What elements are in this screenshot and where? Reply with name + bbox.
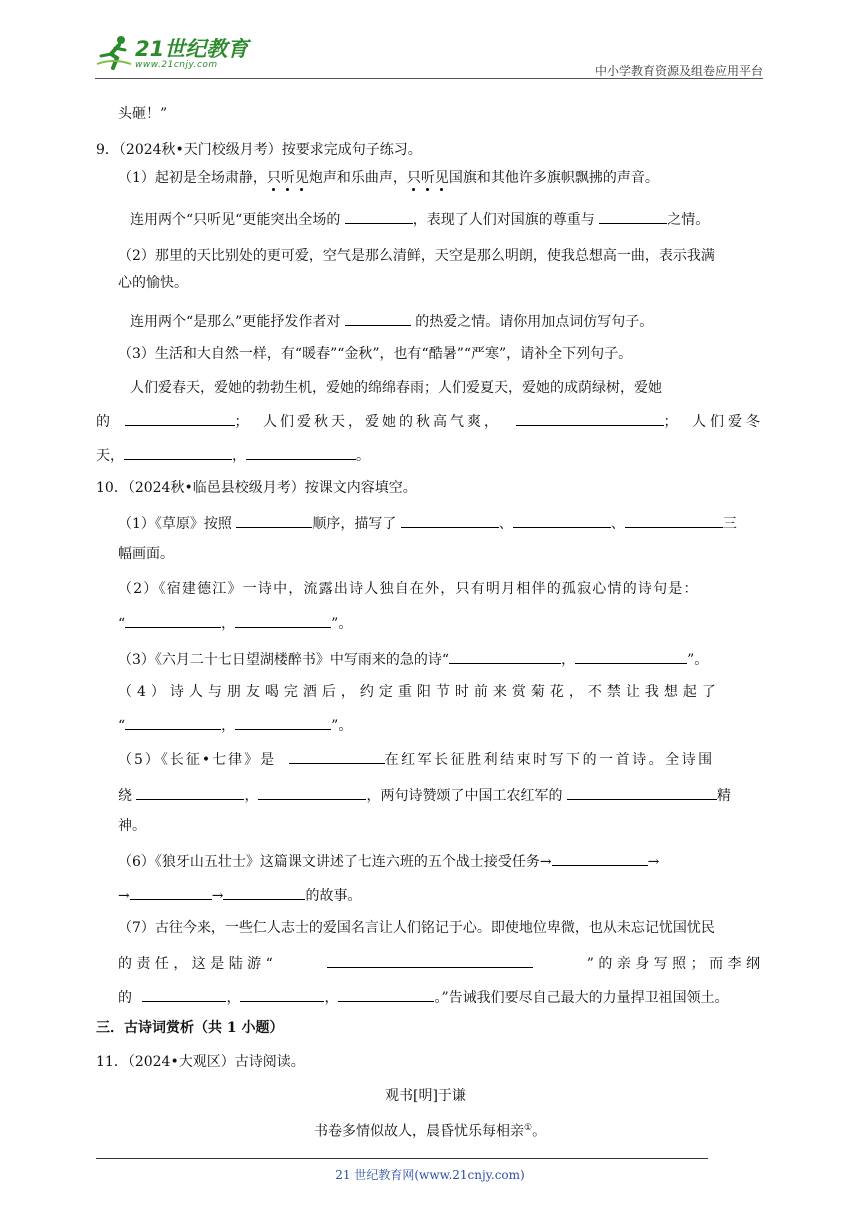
logo-url: www.21cnjy.com xyxy=(135,60,218,70)
answer-blank[interactable] xyxy=(124,444,232,460)
answer-blank[interactable] xyxy=(625,512,723,528)
answer-blank[interactable] xyxy=(513,512,611,528)
q9-line-2: 连用两个“只听见“更能突出全场的 ，表现了人们对国旗的尊重与 之情。 xyxy=(130,208,709,230)
q10-part-4-line-2: “ ， ”。 xyxy=(118,714,352,736)
answer-blank[interactable] xyxy=(289,748,385,764)
answer-blank[interactable] xyxy=(338,986,434,1002)
header-divider xyxy=(95,78,763,79)
answer-blank[interactable] xyxy=(142,986,226,1002)
answer-blank[interactable] xyxy=(136,784,244,800)
q9-stem: 9．（2024秋•天门校级月考）按要求完成句子练习。 xyxy=(96,142,422,158)
answer-blank[interactable] xyxy=(575,648,687,664)
answer-blank[interactable] xyxy=(125,410,235,426)
footer-text: 21 世纪教育网(www.21cnjy.com) xyxy=(335,1168,525,1182)
answer-blank[interactable] xyxy=(240,986,324,1002)
q9-sentence-1: （1）起初是全场肃静，只听见炮声和乐曲声，只听见国旗和其他许多旗帜飘拂的声音。 xyxy=(118,170,659,186)
answer-blank[interactable] xyxy=(223,884,305,900)
q9-sentence-2-line-1: （2）那里的天比别处的更可爱，空气是那么清鲜，天空是那么明朗，使我总想高一曲，表示我满 xyxy=(118,248,715,264)
dotted-word: 只听见 xyxy=(266,170,309,186)
answer-blank[interactable] xyxy=(125,612,221,628)
q9-line-6: 天， ， 。 xyxy=(96,444,370,466)
q10-part-6-line-2: → → 的故事。 xyxy=(118,884,361,906)
q10-part-4-line-1: （4）诗人与朋友喝完酒后，约定重阳节时前来赏菊花，不禁让我想起了 xyxy=(118,684,721,700)
q10-part-7-line-1: （7）古往今来，一些仁人志士的爱国名言让人们铭记于心。即使地位卑微，也从未忘记忧国忧民 xyxy=(118,920,715,936)
logo-title: 21世纪教育 xyxy=(135,37,249,61)
footer-divider xyxy=(96,1158,708,1159)
answer-blank[interactable] xyxy=(258,784,366,800)
logo xyxy=(95,34,248,70)
answer-blank[interactable] xyxy=(235,612,331,628)
answer-blank[interactable] xyxy=(567,784,717,800)
q8-tail: 头砸！” xyxy=(118,106,168,122)
footnote-mark: ① xyxy=(524,1123,533,1133)
poem-title: 观书[明]于谦 xyxy=(385,1088,466,1104)
poem-line-1: 书卷多情似故人，晨昏忧乐每相亲①。 xyxy=(314,1123,547,1140)
dotted-word: 只听见 xyxy=(406,170,449,186)
q10-part-1-line-2: 幅画面。 xyxy=(118,546,174,562)
q10-part-1: （1）《草原》按照 顺序，描写了 、 、 三 xyxy=(118,512,737,534)
q10-part-7-line-3: 的 ， ， 。”告诫我们要尽自己最大的力量捍卫祖国领土。 xyxy=(118,986,729,1008)
answer-blank[interactable] xyxy=(552,850,648,866)
running-figure-icon xyxy=(95,34,133,70)
q10-part-5-line-3: 神。 xyxy=(118,818,146,834)
q10-part-3: （3）《六月二十七日望湖楼醉书》中写雨来的急的诗“ ， ”。 xyxy=(118,648,708,670)
answer-blank[interactable] xyxy=(130,884,212,900)
answer-blank[interactable] xyxy=(327,952,533,968)
answer-blank[interactable] xyxy=(516,410,664,426)
q10-stem: 10．（2024秋•临邑县校级月考）按课文内容填空。 xyxy=(96,480,417,496)
platform-name: 中小学教育资源及组卷应用平台 xyxy=(594,64,763,78)
answer-blank[interactable] xyxy=(125,714,221,730)
q10-part-5-line-2: 绕 ， ，两句诗赞颂了中国工农红军的 精 xyxy=(118,784,731,806)
q9-line-5: 的 ； 人们爱秋天，爱她的秋高气爽， ； 人们爱冬 xyxy=(96,410,764,432)
q10-part-5-line-1: （5）《长征•七律》是 在红军长征胜利结束时写下的一首诗。全诗围 xyxy=(118,748,715,770)
q9-line-3: 连用两个“是那么”更能抒发作者对 的热爱之情。请你用加点词仿写句子。 xyxy=(130,310,653,332)
q10-part-6-line-1: （6）《狼牙山五壮士》这篇课文讲述了七连六班的五个战士接受任务→ → xyxy=(118,850,659,872)
answer-blank[interactable] xyxy=(599,208,667,224)
q11-stem: 11．（2024•大观区）古诗阅读。 xyxy=(96,1054,305,1070)
answer-blank[interactable] xyxy=(401,512,499,528)
page-header xyxy=(95,30,763,80)
q10-part-2-line-1: （2）《宿建德江》一诗中，流露出诗人独自在外，只有明月相伴的孤寂心情的诗句是： xyxy=(118,581,699,597)
answer-blank[interactable] xyxy=(236,512,312,528)
q9-sentence-3: （3）生活和大自然一样，有“暖春”“金秋”，也有“酷暑”“严寒”，请补全下列句子。 xyxy=(118,346,633,362)
answer-blank[interactable] xyxy=(449,648,561,664)
q9-line-4: 人们爱春天，爱她的勃勃生机，爱她的绵绵春雨；人们爱夏天，爱她的成荫绿树，爱她 xyxy=(130,380,662,396)
q10-part-7-line-2: 的 责 任 ， 这 是 陆 游 “ ” 的 亲 身 写 照 ； 而 李 纲 xyxy=(118,952,760,974)
q9-sentence-2-line-2: 心的愉快。 xyxy=(118,275,188,291)
answer-blank[interactable] xyxy=(345,208,413,224)
answer-blank[interactable] xyxy=(235,714,331,730)
answer-blank[interactable] xyxy=(246,444,356,460)
section-title: 三．古诗词赏析（共 1 小题） xyxy=(96,1020,284,1036)
q10-part-2-line-2: “ ， ”。 xyxy=(118,612,352,634)
answer-blank[interactable] xyxy=(345,310,411,326)
